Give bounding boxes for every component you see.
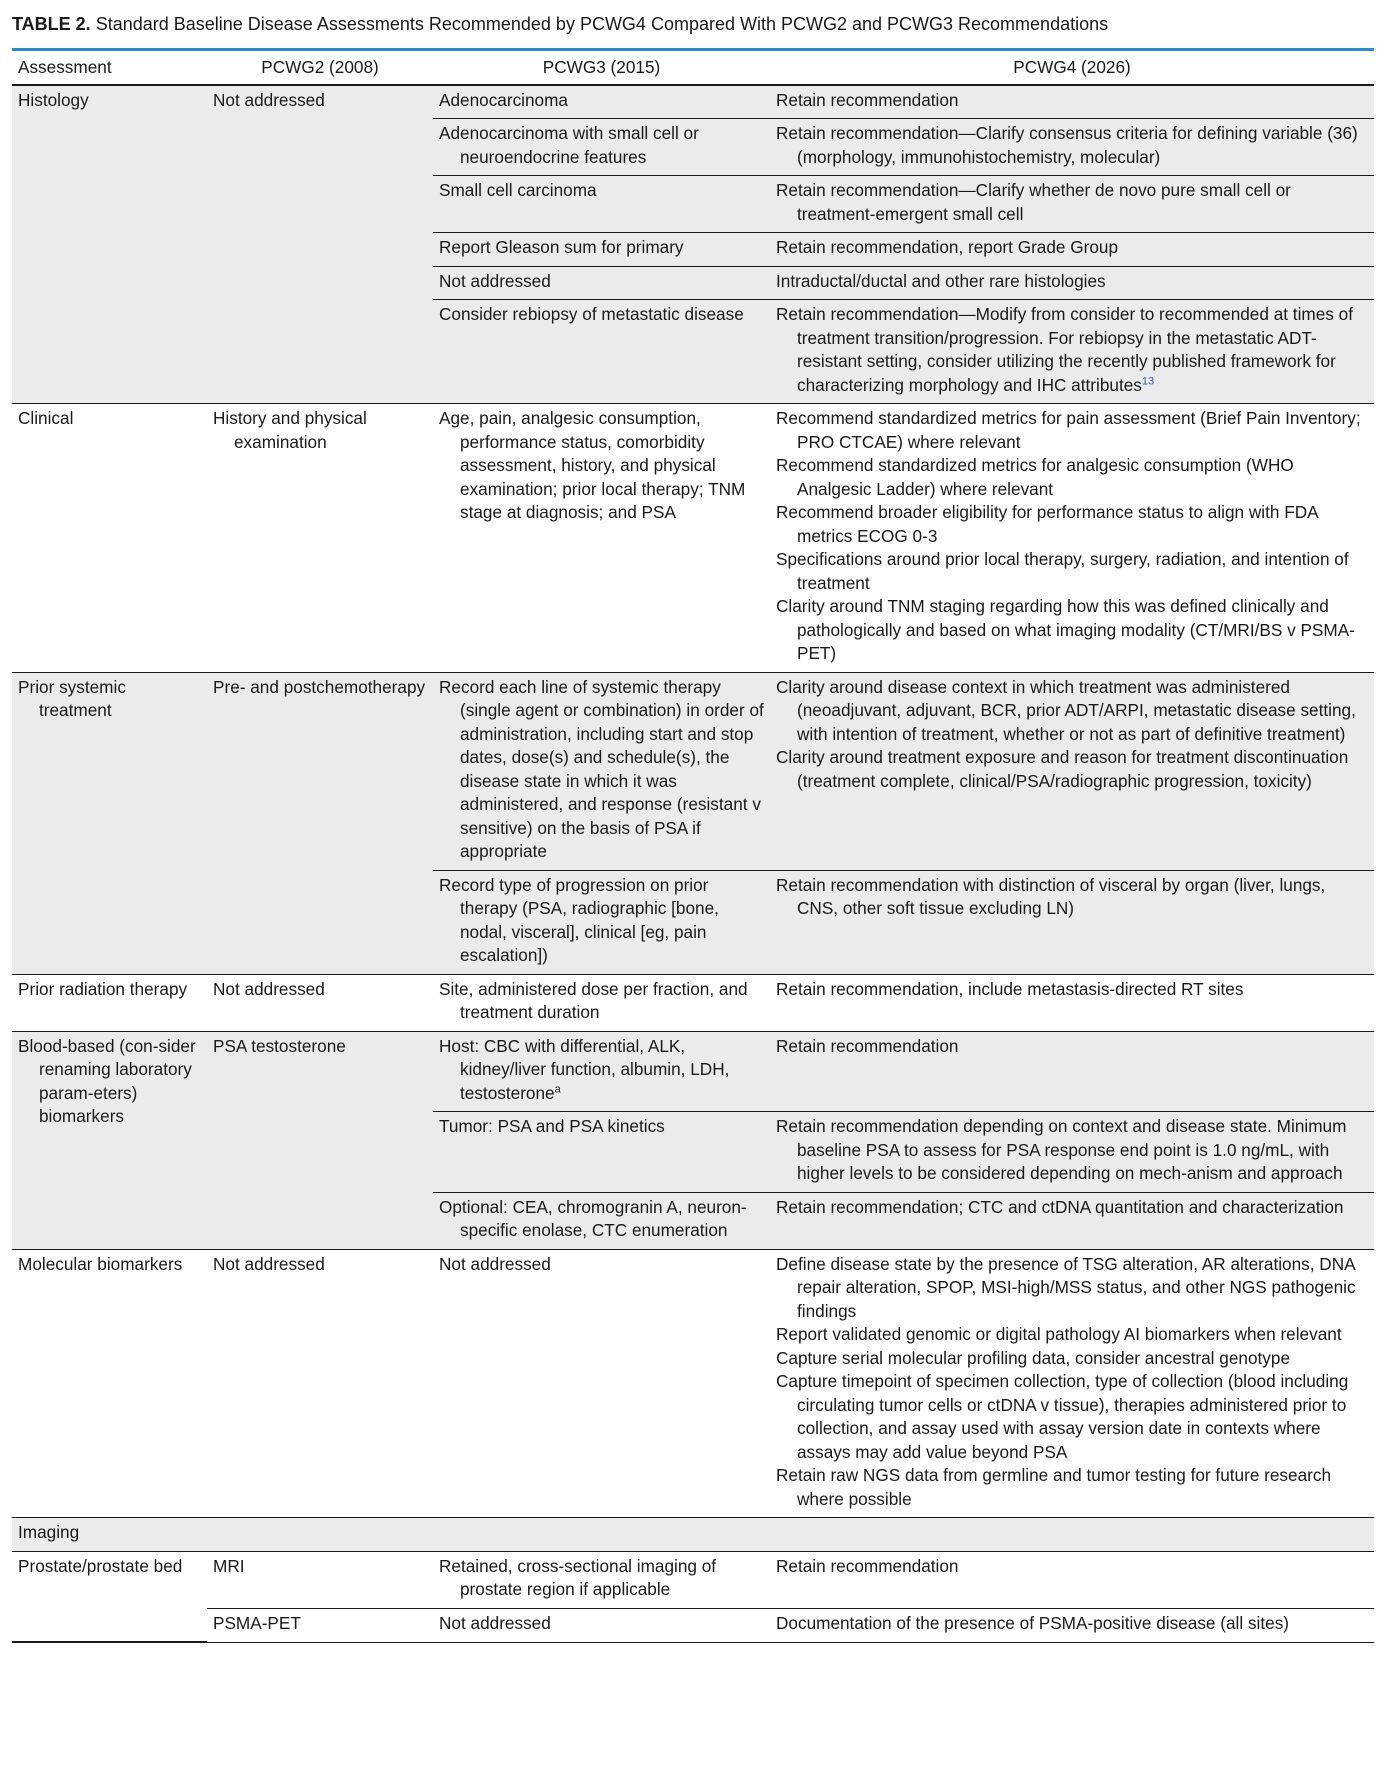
pcwg4-item: Specifications around prior local therapy, surgery, radiation, and intention of treatment — [776, 549, 1349, 593]
assessment-cell — [12, 1031, 207, 1249]
table-row — [12, 404, 1374, 673]
pcwg4-item: Clarity around treatment exposure and reason for treatment discontinuation (treatment complete, clinical/PSA/radiographic progression, toxicity) — [776, 747, 1349, 791]
pcwg3-text: Age, pain, analgesic consumption, performance status, comorbidity assessment, history, and physical examination; prior local therapy; TNM stage at diagnosis; and PSA — [439, 408, 746, 522]
pcwg3-cell — [433, 672, 770, 870]
pcwg2-cell: Not addressed — [207, 85, 433, 404]
pcwg3-text: Site, administered dose per fraction, and treatment duration — [439, 978, 748, 1022]
pcwg3-cell — [433, 1112, 770, 1193]
table-row — [12, 1249, 1374, 1518]
pcwg3-cell — [433, 1608, 770, 1641]
assessments-table — [12, 48, 1374, 1642]
pcwg4-cell — [770, 404, 1374, 673]
pcwg3-text: Not addressed — [439, 270, 551, 291]
pcwg2-cell — [207, 672, 433, 974]
assessment-cell — [12, 1551, 207, 1641]
pcwg3-cell — [433, 85, 770, 119]
pcwg3-text: Record each line of systemic therapy (single agent or combination) in order of administration, including start and stop dates, dose(s) and schedule(s), the disease state in which it was administered, and response (resistant v sensitive) on the basis of PSA if appropriate — [439, 676, 764, 861]
column-header-pcwg3: PCWG3 (2015) — [433, 50, 770, 85]
assessment-cell: Clinical — [12, 404, 207, 673]
pcwg3-cell — [433, 974, 770, 1031]
pcwg2-cell: Not addressed — [207, 1249, 433, 1518]
pcwg3-cell — [433, 176, 770, 233]
header-row — [12, 50, 1374, 85]
column-header-pcwg4: PCWG4 (2026) — [770, 50, 1374, 85]
assessment-cell — [12, 1249, 207, 1518]
pcwg4-cell — [770, 1249, 1374, 1518]
pcwg3-cell — [433, 266, 770, 300]
pcwg3-cell — [433, 404, 770, 673]
table-row — [12, 1551, 1374, 1608]
pcwg3-text: Adenocarcinoma with small cell or neuroendocrine features — [439, 123, 699, 167]
table-title: Standard Baseline Disease Assessments Recommended by PCWG4 Compared With PCWG2 and PCWG3 Recommendations — [95, 14, 1109, 34]
pcwg3-text: Consider rebiopsy of metastatic disease — [439, 304, 744, 324]
pcwg4-item: Clarity around TNM staging regarding how this was defined clinically and pathologically and based on what imaging modality (CT/MRI/BS v PSMA-PET) — [776, 596, 1355, 663]
pcwg3-text: Optional: CEA, chromogranin A, neuron-specific enolase, CTC enumeration — [439, 1196, 747, 1240]
pcwg3-text: Not addressed — [439, 1612, 551, 1633]
pcwg4-cell — [770, 1608, 1374, 1641]
pcwg3-cell — [433, 233, 770, 267]
pcwg4-text: Retain recommendation depending on context and disease state. Minimum baseline PSA to assess for PSA response end point is 1.0 ng/mL, with higher levels to be considered depending on mech-anism and approach — [776, 1116, 1347, 1183]
pcwg2-cell: PSA testosterone — [207, 1031, 433, 1249]
pcwg4-cell — [770, 1031, 1374, 1112]
pcwg3-text: Tumor: PSA and PSA kinetics — [439, 1116, 665, 1136]
pcwg3-cell — [433, 300, 770, 404]
pcwg3-text: Adenocarcinoma — [439, 89, 568, 110]
assessment-text: Prostate/prostate bed — [18, 1555, 183, 1576]
table-label: TABLE 2. — [12, 14, 91, 34]
section-header-row — [12, 1518, 1374, 1552]
assessment-cell — [12, 672, 207, 974]
pcwg2-text: History and physical examination — [213, 408, 367, 452]
table-row — [12, 1031, 1374, 1112]
table-row — [12, 974, 1374, 1031]
pcwg4-text: Intraductal/ductal and other rare histologies — [776, 270, 1106, 291]
pcwg4-item: Capture timepoint of specimen collection, type of collection (blood including circulating tumor cells or ctDNA v tissue), therapies administered prior to collection, and assay used with assay version date in contexts where assays may add value beyond PSA — [776, 1371, 1349, 1462]
column-header-assessment: Assessment — [12, 50, 207, 85]
pcwg4-cell — [770, 1551, 1374, 1608]
pcwg4-item: Recommend standardized metrics for analgesic consumption (WHO Analgesic Ladder) where relevant — [776, 455, 1294, 499]
pcwg3-text — [439, 1035, 764, 1106]
pcwg4-item: Recommend standardized metrics for pain assessment (Brief Pain Inventory; PRO CTCAE) where relevant — [776, 408, 1361, 452]
pcwg4-cell — [770, 85, 1374, 119]
pcwg2-text: Pre- and postchemotherapy — [213, 676, 426, 697]
pcwg3-cell — [433, 870, 770, 974]
pcwg4-item: Define disease state by the presence of TSG alteration, AR alterations, DNA repair alteration, SPOP, MSI-high/MSS status, and other NGS pathogenic findings — [776, 1253, 1356, 1321]
footnote-superscript: a — [554, 1082, 561, 1095]
pcwg4-cell — [770, 233, 1374, 267]
pcwg2-cell: PSMA-PET — [213, 1612, 301, 1633]
pcwg4-cell — [770, 119, 1374, 176]
pcwg4-text — [776, 303, 1368, 397]
pcwg3-text: Report Gleason sum for primary — [439, 237, 684, 257]
table-caption — [12, 12, 1374, 36]
pcwg4-cell — [770, 266, 1374, 300]
pcwg4-text: Retain recommendation — [776, 1035, 959, 1056]
pcwg4-text: Retain recommendation—Clarify consensus criteria for defining variable (36) (morphology, immunohistochemistry, molecular) — [776, 123, 1358, 167]
pcwg4-text: Retain recommendation, include metastasis-directed RT sites — [776, 978, 1244, 999]
column-header-pcwg2: PCWG2 (2008) — [207, 50, 433, 85]
assessment-text: Blood-based (con-sider renaming laboratory param-eters) biomarkers — [18, 1035, 196, 1126]
pcwg4-item: Report validated genomic or digital pathology AI biomarkers when relevant — [776, 1324, 1342, 1344]
pcwg4-cell — [770, 974, 1374, 1031]
table-row — [12, 1608, 1374, 1641]
pcwg4-cell — [770, 1112, 1374, 1193]
assessment-text: Prior systemic treatment — [18, 676, 126, 720]
pcwg3-text-main: Host: CBC with differential, ALK, kidney/liver function, albumin, LDH, testosterone — [439, 1035, 730, 1103]
table-wrapper — [12, 48, 1374, 1643]
pcwg4-item: Capture serial molecular profiling data, consider ancestral genotype — [776, 1347, 1290, 1368]
pcwg3-text: Small cell carcinoma — [439, 180, 597, 200]
pcwg4-text: Retain recommendation, report Grade Group — [776, 237, 1119, 257]
pcwg4-cell — [770, 1192, 1374, 1249]
pcwg4-text: Retain recommendation with distinction of visceral by organ (liver, lungs, CNS, other soft tissue excluding LN) — [776, 874, 1326, 918]
pcwg4-cell — [770, 672, 1374, 870]
table-row — [12, 85, 1374, 119]
pcwg3-cell — [433, 119, 770, 176]
reference-superscript: 13 — [1141, 374, 1155, 387]
pcwg3-cell — [433, 1551, 770, 1608]
pcwg4-cell — [770, 870, 1374, 974]
pcwg3-cell: Not addressed — [433, 1249, 770, 1518]
pcwg3-cell — [433, 1192, 770, 1249]
assessment-text: Molecular biomarkers — [18, 1253, 183, 1274]
pcwg2-cell — [207, 404, 433, 673]
pcwg2-cell: MRI — [207, 1551, 433, 1608]
pcwg4-text: Retain recommendation — [776, 89, 959, 110]
assessment-cell: Histology — [12, 85, 207, 404]
pcwg4-text-main: Retain recommendation—Modify from consider to recommended at times of treatment transition/progression. For rebiopsy in the metastatic ADT-resistant setting, consider utilizing the recently published framework for characterizing morphology and IHC attributes — [776, 304, 1353, 395]
assessment-text: Prior radiation therapy — [18, 978, 188, 999]
pcwg4-item: Retain raw NGS data from germline and tumor testing for future research where possible — [776, 1465, 1332, 1509]
pcwg3-text: Record type of progression on prior therapy (PSA, radiographic [bone, nodal, visceral], clinical [eg, pain escalation]) — [439, 874, 719, 965]
pcwg3-text: Retained, cross-sectional imaging of prostate region if applicable — [439, 1555, 717, 1599]
section-header-imaging: Imaging — [12, 1518, 1374, 1552]
pcwg3-cell — [433, 1031, 770, 1112]
pcwg4-cell — [770, 300, 1374, 404]
pcwg2-cell: Not addressed — [207, 974, 433, 1031]
pcwg4-text: Retain recommendation — [776, 1555, 959, 1576]
pcwg4-text: Documentation of the presence of PSMA-positive disease (all sites) — [776, 1612, 1290, 1633]
pcwg4-text: Retain recommendation; CTC and ctDNA quantitation and characterization — [776, 1196, 1344, 1217]
assessment-cell — [12, 974, 207, 1031]
pcwg4-item: Clarity around disease context in which treatment was administered (neoadjuvant, adjuvant, BCR, prior ADT/ARPI, metastatic disease setting, with intention of treatment, whether or not as part of definitive treatment) — [776, 676, 1356, 744]
table-row — [12, 672, 1374, 870]
pcwg4-cell — [770, 176, 1374, 233]
pcwg4-item: Recommend broader eligibility for performance status to align with FDA metrics ECOG 0-3 — [776, 502, 1318, 546]
pcwg4-text: Retain recommendation—Clarify whether de novo pure small cell or treatment-emergent small cell — [776, 180, 1291, 224]
